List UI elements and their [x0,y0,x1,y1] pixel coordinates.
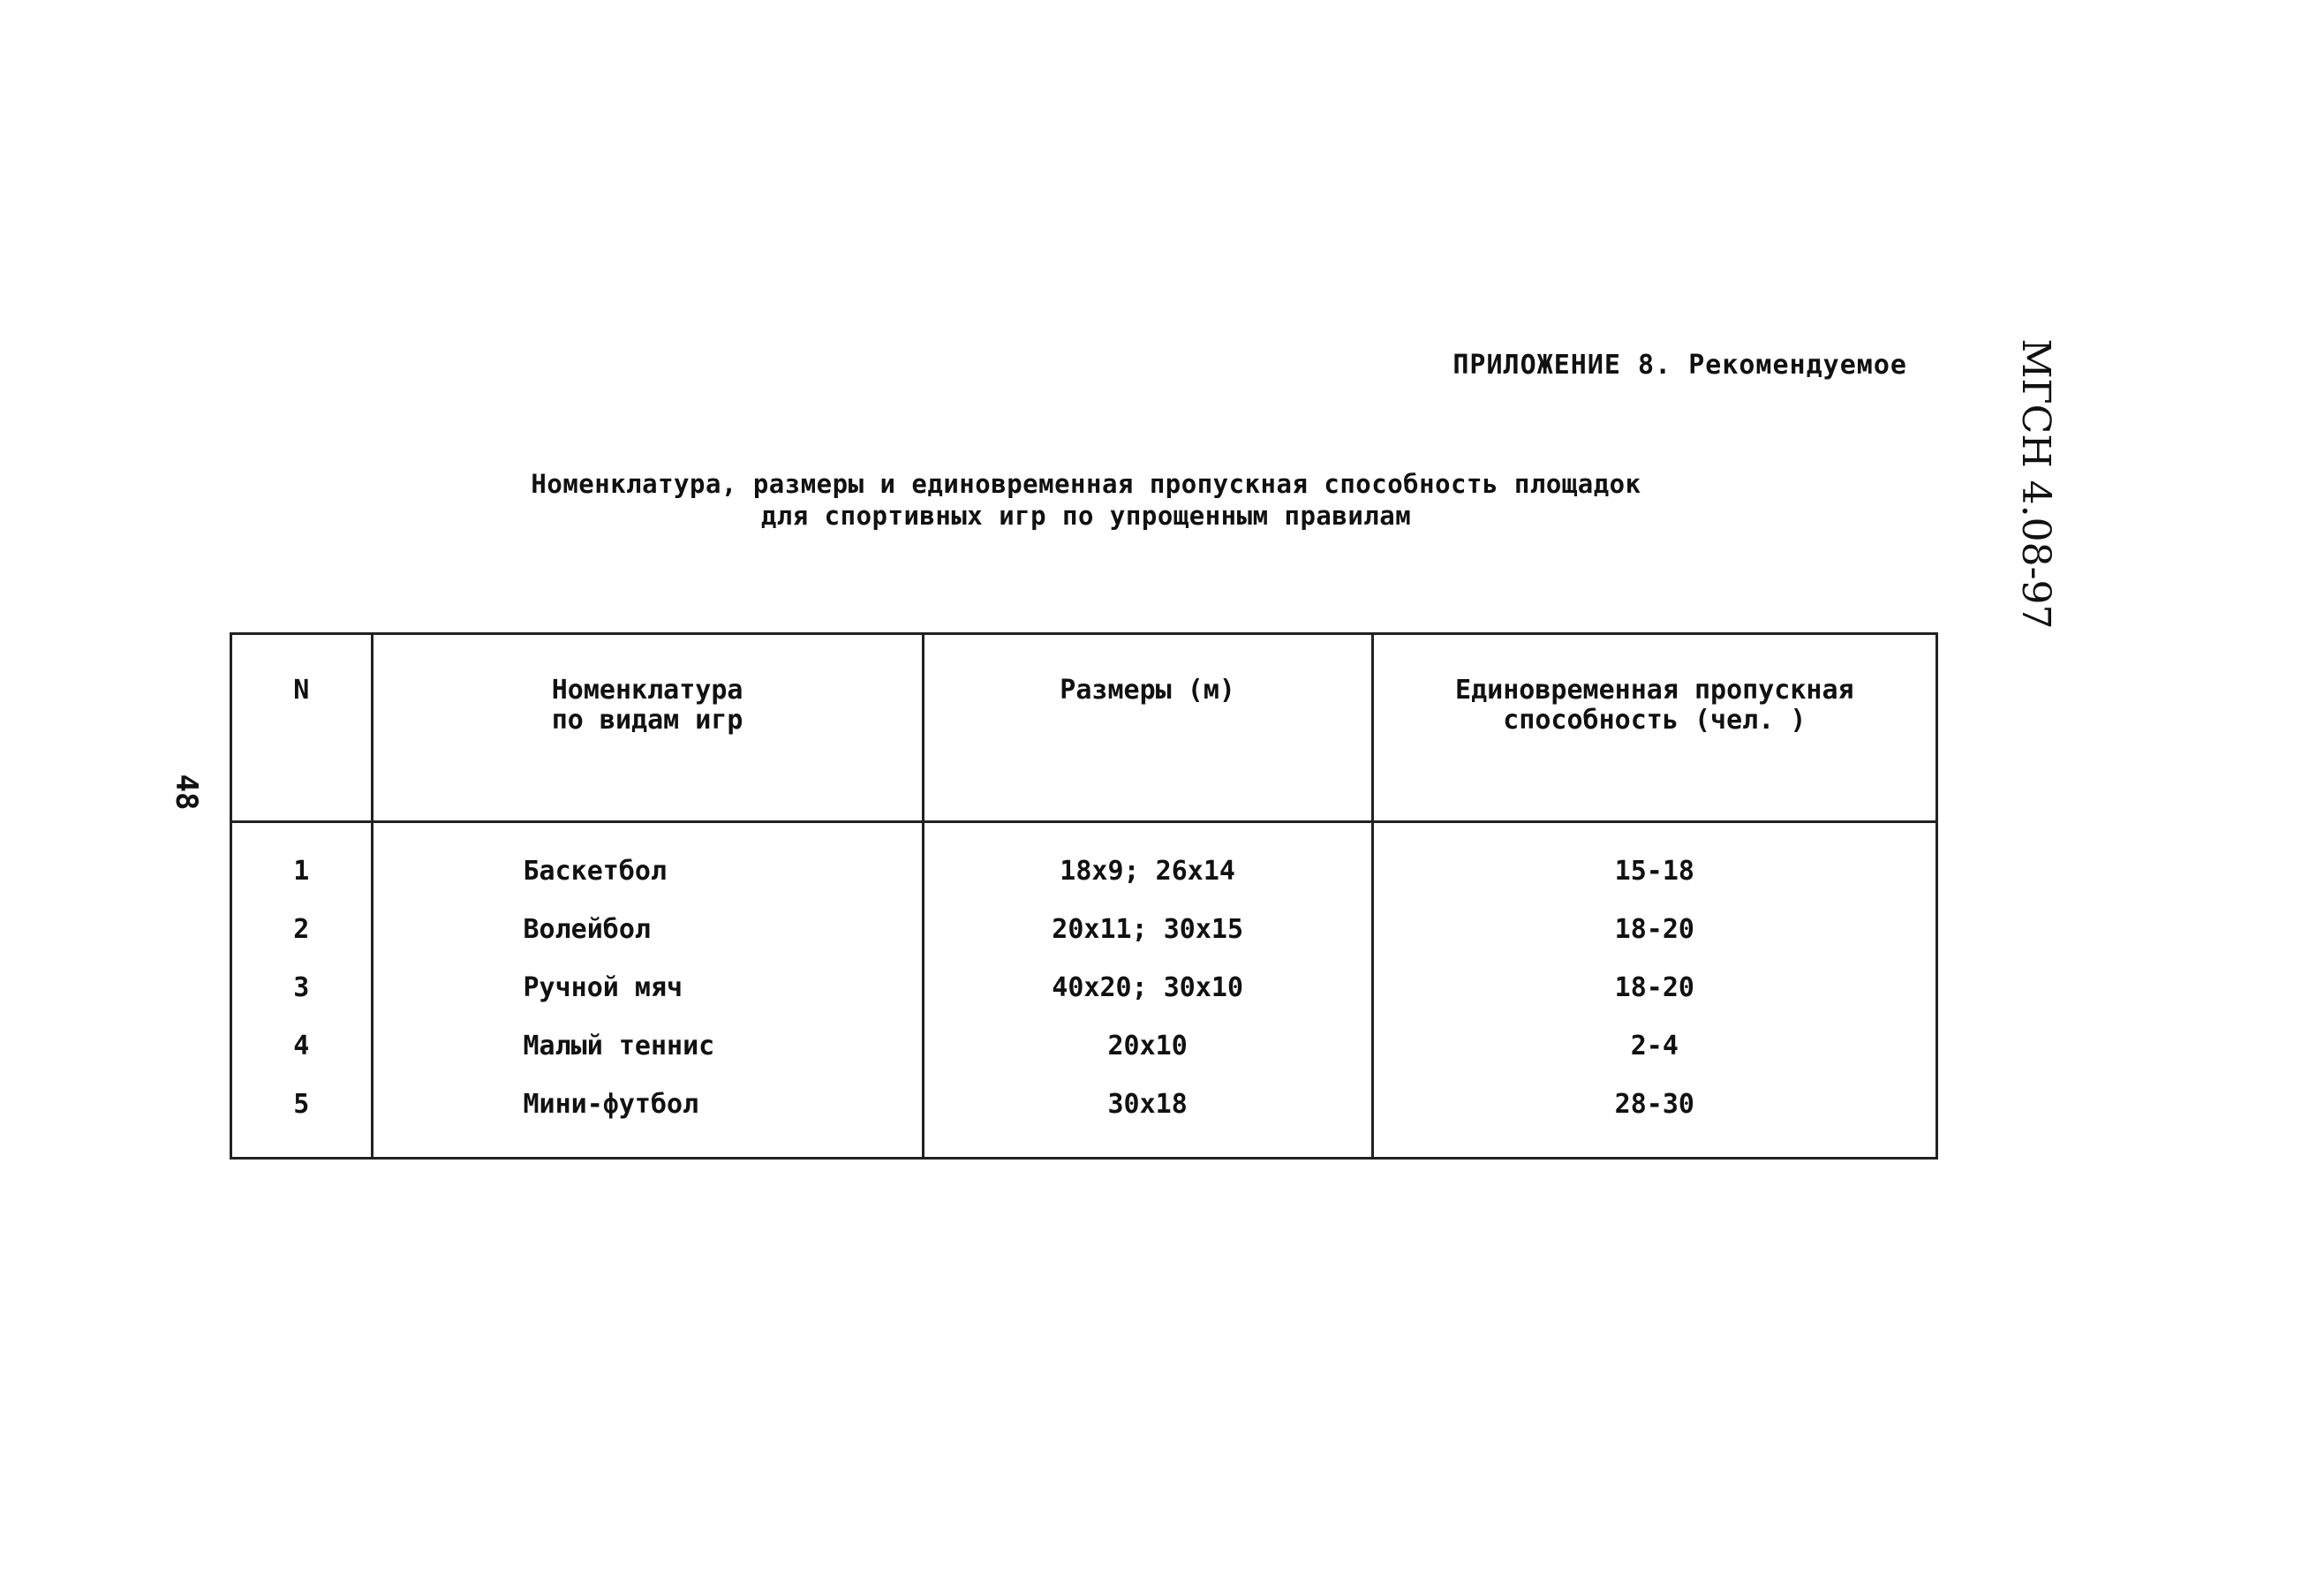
table-title-line-1: Номенклатура, размеры и единовременная пропускная способность площадок [531,469,1641,499]
header-number [231,634,373,822]
row-capacity: 18-20 [1372,901,1936,959]
row-game-name: Малый теннис [372,1017,923,1076]
row-game-name: Ручной мяч [372,959,923,1017]
table-row [231,822,1937,902]
table-row [231,959,1937,1017]
row-number: 3 [231,959,373,1017]
row-size: 18х9; 26х14 [923,822,1372,902]
header-capacity-line-2: способность (чел. ) [1503,705,1807,736]
row-game-name: Баскетбол [372,822,923,902]
table-row [231,901,1937,959]
table-row [231,1076,1937,1159]
row-number: 2 [231,901,373,959]
row-size: 20х10 [923,1017,1372,1076]
nomenclature-table [230,632,1938,1160]
row-capacity: 28-30 [1372,1076,1936,1159]
row-capacity: 18-20 [1372,959,1936,1017]
appendix-heading: ПРИЛОЖЕНИЕ 8. Рекомендуемое [1452,350,1907,381]
row-size: 30х18 [923,1076,1372,1159]
row-capacity: 2-4 [1372,1017,1936,1076]
page-number: 48 [169,774,204,811]
row-size: 20х11; 30х15 [923,901,1372,959]
header-nomenclature-line-1: Номенклатура [551,675,743,706]
table-header-row [231,634,1937,822]
row-capacity: 15-18 [1372,822,1936,902]
row-game-name: Волейбол [372,901,923,959]
header-nomenclature [372,634,923,822]
header-capacity [1372,634,1936,822]
table-title [300,468,1872,532]
document-code: МГСН 4.08-97 [2013,338,2058,630]
table-title-line-2: для спортивных игр по упрощенным правилам [760,501,1412,531]
header-nomenclature-line-2: по видам игр [551,705,743,736]
row-number: 5 [231,1076,373,1159]
header-size [923,634,1372,822]
row-game-name: Мини-футбол [372,1076,923,1159]
row-number: 4 [231,1017,373,1076]
header-size-label: Размеры (м) [1060,675,1235,706]
header-capacity-line-1: Единовременная пропускная [1455,675,1854,706]
row-size: 40х20; 30х10 [923,959,1372,1017]
header-number-label: N [293,675,310,706]
row-number: 1 [231,822,373,902]
table-row [231,1017,1937,1076]
